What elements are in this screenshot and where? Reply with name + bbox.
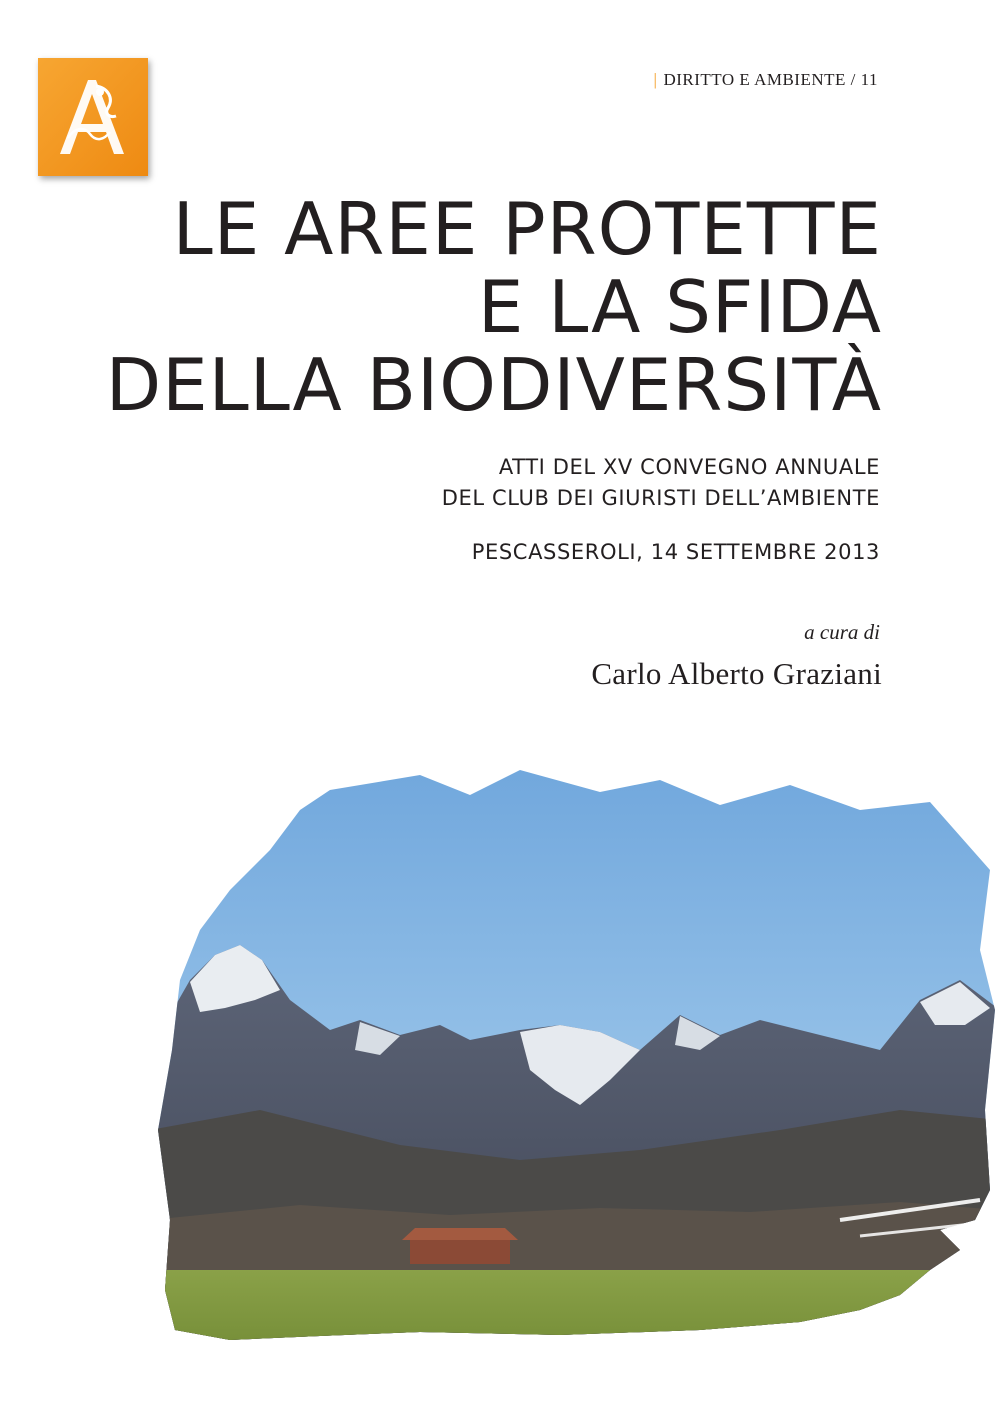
book-title (105, 187, 882, 427)
place-date: PESCASSEROLI, 14 SETTEMBRE 2013 (471, 540, 880, 564)
subtitle-line-2: DEL CLUB DEI GIURISTI DELL’AMBIENTE (441, 486, 880, 510)
curator-name: Carlo Alberto Graziani (591, 656, 882, 691)
subtitle-line-1: ATTI DEL XV CONVEGNO ANNUALE (498, 455, 880, 479)
title-line-2: E LA SFIDA (477, 265, 882, 349)
book-subtitle (442, 452, 880, 514)
series-label (654, 70, 878, 90)
series-separator: | (653, 70, 658, 89)
series-text: DIRITTO E AMBIENTE / 11 (663, 70, 878, 89)
mountain-landscape-image (0, 750, 1000, 1390)
cover-photo (0, 750, 1000, 1390)
curator-label: a cura di (804, 620, 880, 644)
publisher-logo (38, 58, 148, 176)
publisher-logo-icon (38, 58, 148, 176)
title-line-3: DELLA BIODIVERSITÀ (105, 343, 882, 427)
title-line-1: LE AREE PROTETTE (172, 187, 882, 271)
